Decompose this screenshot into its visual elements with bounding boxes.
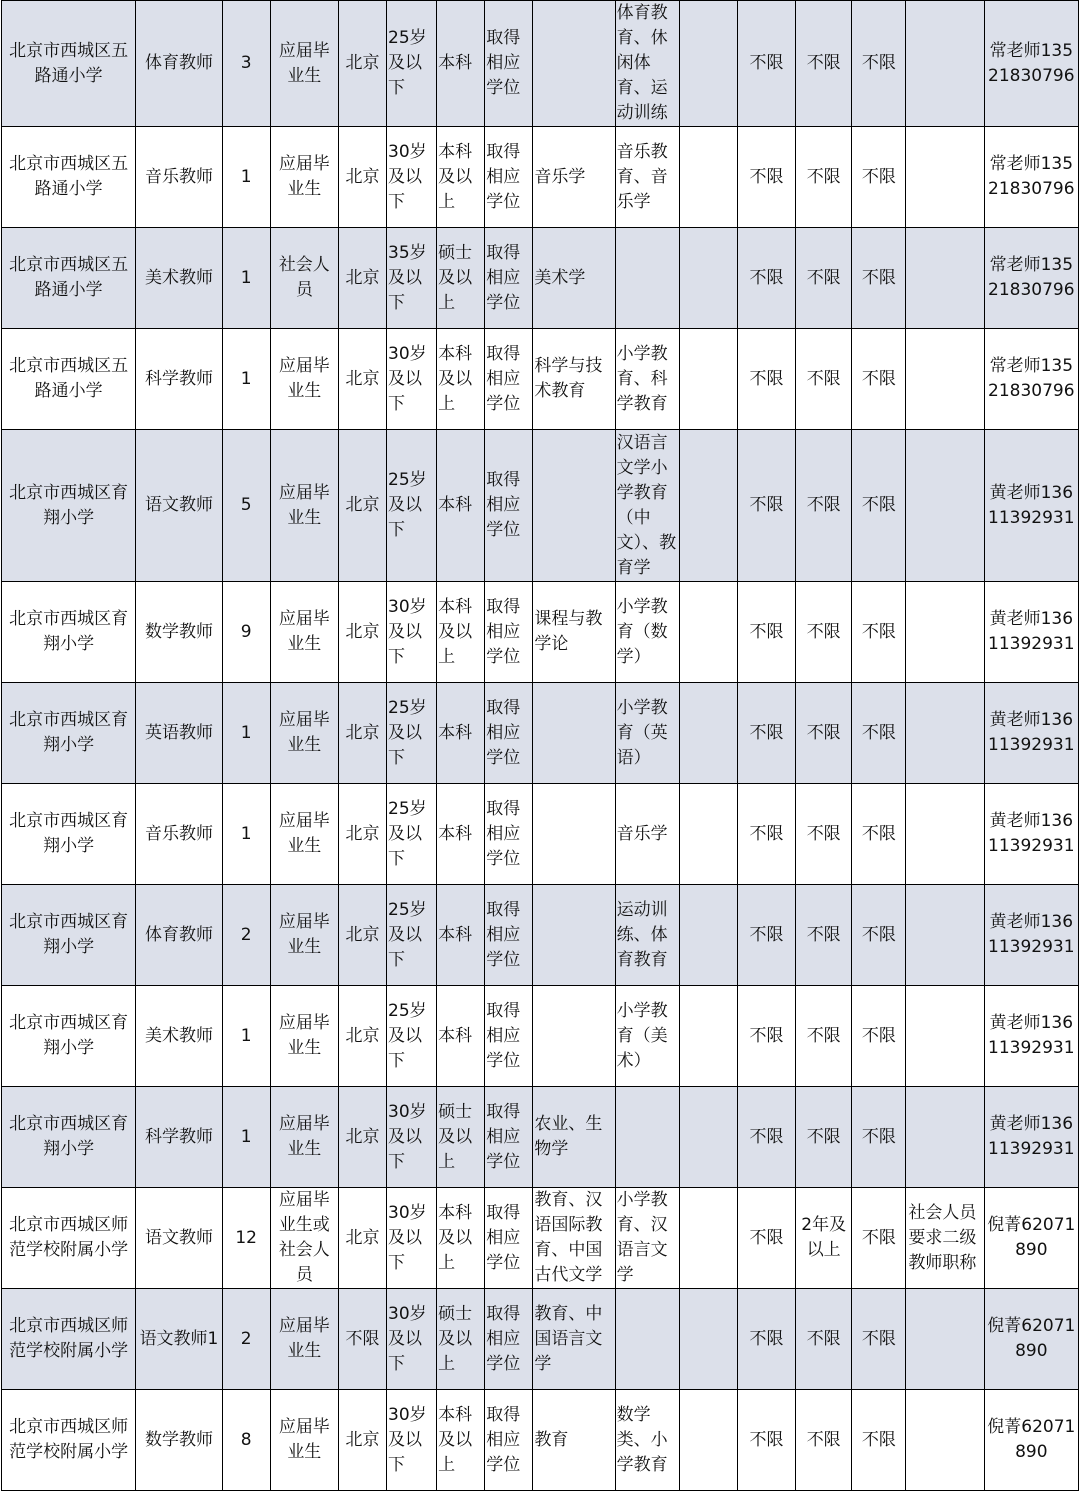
- undergraduate-major-cell: 小学教育、科学教育: [615, 329, 679, 430]
- count-cell: 3: [222, 1, 270, 127]
- hukou-cell: 北京: [338, 430, 386, 582]
- school-cell: 北京市西城区师范学校附属小学: [2, 1188, 136, 1289]
- table-row: [2, 1, 1079, 127]
- table-row: [2, 1390, 1079, 1491]
- age-cell: 25岁及以下: [387, 1, 437, 127]
- identity-cell: 应届毕业生: [270, 784, 338, 885]
- degree-cell: 取得相应学位: [485, 228, 533, 329]
- contact-cell: 黄老师13611392931: [984, 683, 1078, 784]
- hukou-cell: 北京: [338, 1390, 386, 1491]
- table-row: [2, 1289, 1079, 1390]
- undergraduate-major-cell: 数学类、小学教育: [615, 1390, 679, 1491]
- table-row: [2, 127, 1079, 228]
- contact-cell: 黄老师13611392931: [984, 1087, 1078, 1188]
- contact-cell: 倪菁62071890: [984, 1188, 1078, 1289]
- work-experience-cell: 不限: [796, 127, 852, 228]
- work-experience-cell: 不限: [796, 683, 852, 784]
- education-cell: 本科及以上: [437, 127, 485, 228]
- position-cell: 美术教师: [136, 228, 222, 329]
- school-cell: 北京市西城区育翔小学: [2, 683, 136, 784]
- hukou-cell: 北京: [338, 1, 386, 127]
- graduate-major-cell: 美术学: [533, 228, 615, 329]
- count-cell: 1: [222, 228, 270, 329]
- identity-cell: 应届毕业生: [270, 1087, 338, 1188]
- undergraduate-major-cell: 小学教育（英语）: [615, 683, 679, 784]
- position-cell: 语文教师: [136, 1188, 222, 1289]
- contact-cell: 黄老师13611392931: [984, 986, 1078, 1087]
- hukou-cell: 北京: [338, 582, 386, 683]
- contact-cell: 黄老师13611392931: [984, 430, 1078, 582]
- graduate-major-cell: [533, 683, 615, 784]
- recruitment-table: [1, 0, 1079, 1491]
- other-requirement-cell: [679, 885, 737, 986]
- undergraduate-major-cell: [615, 228, 679, 329]
- position-cell: 语文教师: [136, 430, 222, 582]
- note-cell: [906, 885, 984, 986]
- age-cell: 30岁及以下: [387, 1087, 437, 1188]
- graduate-major-cell: 音乐学: [533, 127, 615, 228]
- condition-cell: 不限: [737, 1087, 795, 1188]
- degree-cell: 取得相应学位: [485, 784, 533, 885]
- degree-cell: 取得相应学位: [485, 1, 533, 127]
- age-cell: 30岁及以下: [387, 1289, 437, 1390]
- other-requirement-cell: [679, 1188, 737, 1289]
- condition-cell: 不限: [852, 329, 906, 430]
- degree-cell: 取得相应学位: [485, 1390, 533, 1491]
- contact-cell: 黄老师13611392931: [984, 885, 1078, 986]
- hukou-cell: 北京: [338, 784, 386, 885]
- school-cell: 北京市西城区五路通小学: [2, 329, 136, 430]
- contact-cell: 常老师13521830796: [984, 228, 1078, 329]
- contact-cell: 黄老师13611392931: [984, 784, 1078, 885]
- condition-cell: 不限: [852, 1188, 906, 1289]
- condition-cell: 不限: [852, 986, 906, 1087]
- table-body: [2, 1, 1079, 1491]
- table-row: [2, 885, 1079, 986]
- note-cell: [906, 784, 984, 885]
- other-requirement-cell: [679, 784, 737, 885]
- condition-cell: 不限: [737, 1, 795, 127]
- graduate-major-cell: 教育、汉语国际教育、中国古代文学: [533, 1188, 615, 1289]
- school-cell: 北京市西城区育翔小学: [2, 582, 136, 683]
- position-cell: 体育教师: [136, 1, 222, 127]
- condition-cell: 不限: [737, 582, 795, 683]
- identity-cell: 应届毕业生: [270, 582, 338, 683]
- condition-cell: 不限: [852, 127, 906, 228]
- position-cell: 体育教师: [136, 885, 222, 986]
- work-experience-cell: 不限: [796, 329, 852, 430]
- work-experience-cell: 2年及以上: [796, 1188, 852, 1289]
- education-cell: 硕士及以上: [437, 1289, 485, 1390]
- work-experience-cell: 不限: [796, 1390, 852, 1491]
- work-experience-cell: 不限: [796, 1087, 852, 1188]
- table-row: [2, 329, 1079, 430]
- count-cell: 2: [222, 1289, 270, 1390]
- hukou-cell: 北京: [338, 885, 386, 986]
- other-requirement-cell: [679, 1390, 737, 1491]
- degree-cell: 取得相应学位: [485, 986, 533, 1087]
- other-requirement-cell: [679, 582, 737, 683]
- school-cell: 北京市西城区育翔小学: [2, 885, 136, 986]
- work-experience-cell: 不限: [796, 1289, 852, 1390]
- hukou-cell: 不限: [338, 1289, 386, 1390]
- other-requirement-cell: [679, 329, 737, 430]
- work-experience-cell: 不限: [796, 582, 852, 683]
- degree-cell: 取得相应学位: [485, 430, 533, 582]
- position-cell: 数学教师: [136, 1390, 222, 1491]
- contact-cell: 倪菁62071890: [984, 1289, 1078, 1390]
- position-cell: 科学教师: [136, 329, 222, 430]
- contact-cell: 黄老师13611392931: [984, 582, 1078, 683]
- age-cell: 30岁及以下: [387, 127, 437, 228]
- degree-cell: 取得相应学位: [485, 1188, 533, 1289]
- count-cell: 8: [222, 1390, 270, 1491]
- work-experience-cell: 不限: [796, 986, 852, 1087]
- undergraduate-major-cell: 音乐教育、音乐学: [615, 127, 679, 228]
- education-cell: 本科及以上: [437, 329, 485, 430]
- table-row: [2, 784, 1079, 885]
- school-cell: 北京市西城区育翔小学: [2, 1087, 136, 1188]
- condition-cell: 不限: [852, 582, 906, 683]
- education-cell: 本科及以上: [437, 1390, 485, 1491]
- age-cell: 30岁及以下: [387, 1188, 437, 1289]
- condition-cell: 不限: [852, 228, 906, 329]
- graduate-major-cell: 教育: [533, 1390, 615, 1491]
- contact-cell: 倪菁62071890: [984, 1390, 1078, 1491]
- other-requirement-cell: [679, 430, 737, 582]
- age-cell: 25岁及以下: [387, 986, 437, 1087]
- graduate-major-cell: [533, 784, 615, 885]
- position-cell: 数学教师: [136, 582, 222, 683]
- table-row: [2, 1087, 1079, 1188]
- degree-cell: 取得相应学位: [485, 683, 533, 784]
- note-cell: [906, 127, 984, 228]
- condition-cell: 不限: [737, 1390, 795, 1491]
- undergraduate-major-cell: 汉语言文学小学教育（中文）、教育学: [615, 430, 679, 582]
- education-cell: 本科: [437, 683, 485, 784]
- condition-cell: 不限: [737, 784, 795, 885]
- count-cell: 5: [222, 430, 270, 582]
- education-cell: 本科: [437, 430, 485, 582]
- other-requirement-cell: [679, 683, 737, 784]
- count-cell: 1: [222, 683, 270, 784]
- identity-cell: 应届毕业生: [270, 986, 338, 1087]
- school-cell: 北京市西城区育翔小学: [2, 986, 136, 1087]
- education-cell: 硕士及以上: [437, 1087, 485, 1188]
- count-cell: 9: [222, 582, 270, 683]
- position-cell: 音乐教师: [136, 784, 222, 885]
- education-cell: 本科: [437, 1, 485, 127]
- degree-cell: 取得相应学位: [485, 582, 533, 683]
- work-experience-cell: 不限: [796, 430, 852, 582]
- note-cell: [906, 1, 984, 127]
- hukou-cell: 北京: [338, 1087, 386, 1188]
- identity-cell: 应届毕业生: [270, 1, 338, 127]
- note-cell: 社会人员要求二级教师职称: [906, 1188, 984, 1289]
- note-cell: [906, 430, 984, 582]
- school-cell: 北京市西城区师范学校附属小学: [2, 1289, 136, 1390]
- school-cell: 北京市西城区五路通小学: [2, 1, 136, 127]
- undergraduate-major-cell: [615, 1289, 679, 1390]
- school-cell: 北京市西城区育翔小学: [2, 784, 136, 885]
- school-cell: 北京市西城区师范学校附属小学: [2, 1390, 136, 1491]
- undergraduate-major-cell: 小学教育（美术）: [615, 986, 679, 1087]
- school-cell: 北京市西城区五路通小学: [2, 228, 136, 329]
- identity-cell: 社会人员: [270, 228, 338, 329]
- degree-cell: 取得相应学位: [485, 1087, 533, 1188]
- age-cell: 25岁及以下: [387, 885, 437, 986]
- condition-cell: 不限: [737, 127, 795, 228]
- contact-cell: 常老师13521830796: [984, 1, 1078, 127]
- hukou-cell: 北京: [338, 683, 386, 784]
- identity-cell: 应届毕业生或社会人员: [270, 1188, 338, 1289]
- education-cell: 本科: [437, 784, 485, 885]
- education-cell: 本科及以上: [437, 1188, 485, 1289]
- work-experience-cell: 不限: [796, 1, 852, 127]
- degree-cell: 取得相应学位: [485, 329, 533, 430]
- table-row: [2, 430, 1079, 582]
- position-cell: 语文教师1: [136, 1289, 222, 1390]
- contact-cell: 常老师13521830796: [984, 329, 1078, 430]
- graduate-major-cell: [533, 885, 615, 986]
- identity-cell: 应届毕业生: [270, 430, 338, 582]
- hukou-cell: 北京: [338, 986, 386, 1087]
- condition-cell: 不限: [737, 885, 795, 986]
- count-cell: 2: [222, 885, 270, 986]
- age-cell: 30岁及以下: [387, 329, 437, 430]
- age-cell: 30岁及以下: [387, 1390, 437, 1491]
- condition-cell: 不限: [852, 885, 906, 986]
- education-cell: 本科: [437, 885, 485, 986]
- degree-cell: 取得相应学位: [485, 885, 533, 986]
- hukou-cell: 北京: [338, 127, 386, 228]
- age-cell: 30岁及以下: [387, 582, 437, 683]
- other-requirement-cell: [679, 228, 737, 329]
- note-cell: [906, 329, 984, 430]
- identity-cell: 应届毕业生: [270, 683, 338, 784]
- age-cell: 25岁及以下: [387, 430, 437, 582]
- count-cell: 1: [222, 329, 270, 430]
- school-cell: 北京市西城区育翔小学: [2, 430, 136, 582]
- undergraduate-major-cell: 体育教育、休闲体育、运动训练: [615, 1, 679, 127]
- undergraduate-major-cell: [615, 1087, 679, 1188]
- identity-cell: 应届毕业生: [270, 329, 338, 430]
- note-cell: [906, 228, 984, 329]
- hukou-cell: 北京: [338, 228, 386, 329]
- other-requirement-cell: [679, 1289, 737, 1390]
- condition-cell: 不限: [852, 1, 906, 127]
- table-row: [2, 683, 1079, 784]
- hukou-cell: 北京: [338, 329, 386, 430]
- identity-cell: 应届毕业生: [270, 885, 338, 986]
- identity-cell: 应届毕业生: [270, 1390, 338, 1491]
- note-cell: [906, 582, 984, 683]
- undergraduate-major-cell: 运动训练、体育教育: [615, 885, 679, 986]
- note-cell: [906, 1390, 984, 1491]
- school-cell: 北京市西城区五路通小学: [2, 127, 136, 228]
- degree-cell: 取得相应学位: [485, 1289, 533, 1390]
- count-cell: 1: [222, 986, 270, 1087]
- work-experience-cell: 不限: [796, 784, 852, 885]
- count-cell: 1: [222, 1087, 270, 1188]
- condition-cell: 不限: [737, 430, 795, 582]
- condition-cell: 不限: [852, 1390, 906, 1491]
- note-cell: [906, 1087, 984, 1188]
- position-cell: 音乐教师: [136, 127, 222, 228]
- count-cell: 12: [222, 1188, 270, 1289]
- graduate-major-cell: [533, 986, 615, 1087]
- position-cell: 美术教师: [136, 986, 222, 1087]
- condition-cell: 不限: [737, 986, 795, 1087]
- hukou-cell: 北京: [338, 1188, 386, 1289]
- graduate-major-cell: [533, 1, 615, 127]
- position-cell: 英语教师: [136, 683, 222, 784]
- condition-cell: 不限: [737, 329, 795, 430]
- graduate-major-cell: 课程与教学论: [533, 582, 615, 683]
- count-cell: 1: [222, 127, 270, 228]
- degree-cell: 取得相应学位: [485, 127, 533, 228]
- graduate-major-cell: 科学与技术教育: [533, 329, 615, 430]
- condition-cell: 不限: [737, 1289, 795, 1390]
- other-requirement-cell: [679, 127, 737, 228]
- work-experience-cell: 不限: [796, 885, 852, 986]
- age-cell: 35岁及以下: [387, 228, 437, 329]
- education-cell: 本科及以上: [437, 582, 485, 683]
- work-experience-cell: 不限: [796, 228, 852, 329]
- graduate-major-cell: 教育、中国语言文学: [533, 1289, 615, 1390]
- condition-cell: 不限: [852, 430, 906, 582]
- table-row: [2, 582, 1079, 683]
- table-row: [2, 986, 1079, 1087]
- condition-cell: 不限: [852, 784, 906, 885]
- note-cell: [906, 683, 984, 784]
- other-requirement-cell: [679, 986, 737, 1087]
- education-cell: 本科: [437, 986, 485, 1087]
- undergraduate-major-cell: 小学教育（数学）: [615, 582, 679, 683]
- other-requirement-cell: [679, 1, 737, 127]
- graduate-major-cell: [533, 430, 615, 582]
- contact-cell: 常老师13521830796: [984, 127, 1078, 228]
- other-requirement-cell: [679, 1087, 737, 1188]
- age-cell: 25岁及以下: [387, 784, 437, 885]
- table-row: [2, 1188, 1079, 1289]
- condition-cell: 不限: [852, 1087, 906, 1188]
- undergraduate-major-cell: 音乐学: [615, 784, 679, 885]
- count-cell: 1: [222, 784, 270, 885]
- identity-cell: 应届毕业生: [270, 1289, 338, 1390]
- condition-cell: 不限: [737, 228, 795, 329]
- identity-cell: 应届毕业生: [270, 127, 338, 228]
- education-cell: 硕士及以上: [437, 228, 485, 329]
- note-cell: [906, 986, 984, 1087]
- condition-cell: 不限: [852, 683, 906, 784]
- graduate-major-cell: 农业、生物学: [533, 1087, 615, 1188]
- condition-cell: 不限: [737, 1188, 795, 1289]
- age-cell: 25岁及以下: [387, 683, 437, 784]
- condition-cell: 不限: [737, 683, 795, 784]
- position-cell: 科学教师: [136, 1087, 222, 1188]
- condition-cell: 不限: [852, 1289, 906, 1390]
- table-row: [2, 228, 1079, 329]
- undergraduate-major-cell: 小学教育、汉语言文学: [615, 1188, 679, 1289]
- note-cell: [906, 1289, 984, 1390]
